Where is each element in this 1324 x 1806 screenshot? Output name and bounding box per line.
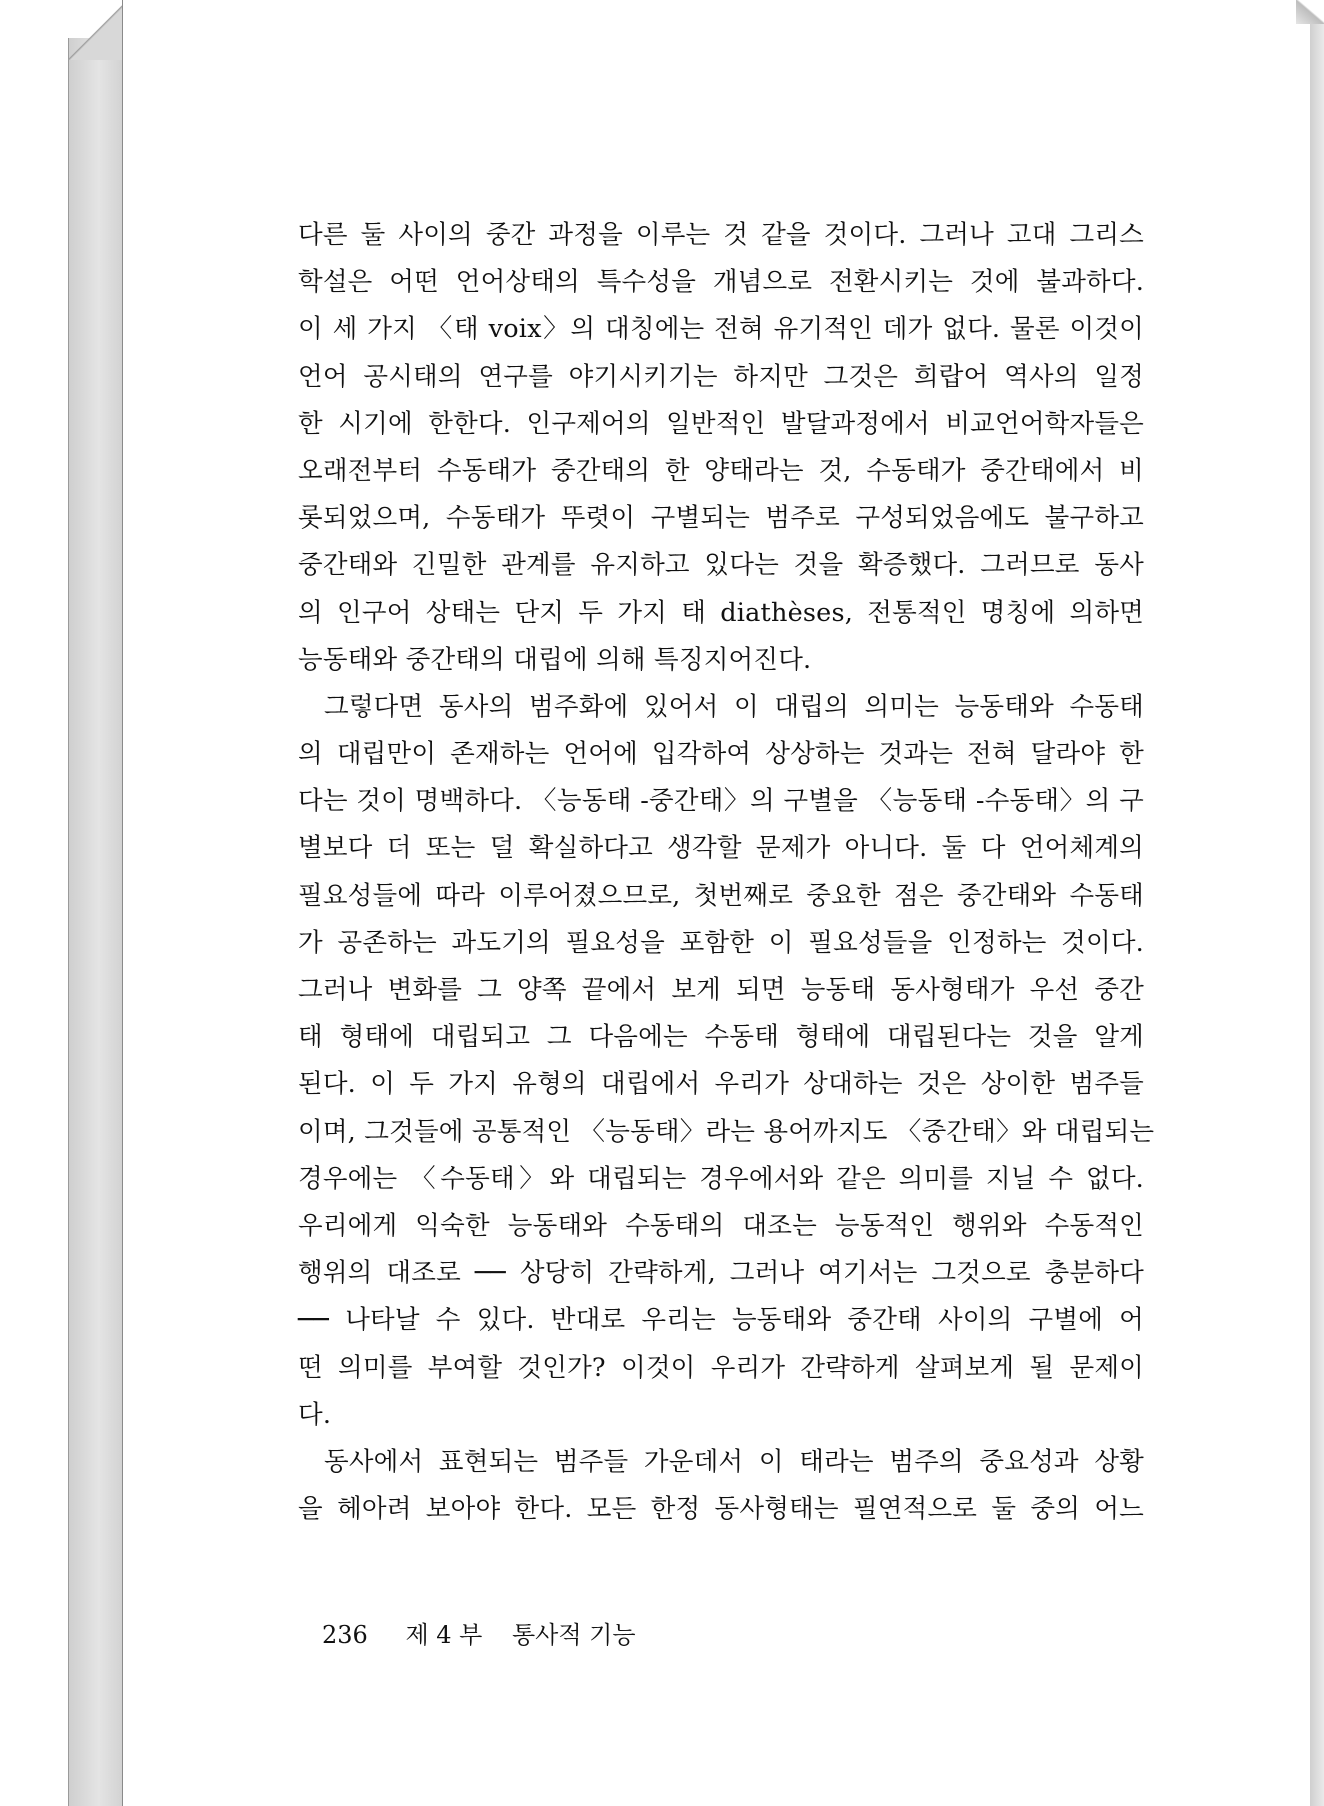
text-line: 을 헤아려 보아야 한다. 모든 한정 동사형태는 필연적으로 둘 중의 어느 bbox=[298, 1494, 1144, 1525]
text-line: 다는 것이 명백하다. 〈능동태 -중간태〉의 구별을 〈능동태 -수동태〉의 구 bbox=[298, 786, 1144, 817]
text-line: 그렇다면 동사의 범주화에 있어서 이 대립의 의미는 능동태와 수동태 bbox=[324, 691, 1144, 722]
text-line: 그러나 변화를 그 양쪽 끝에서 보게 되면 능동태 동사형태가 우선 중간 bbox=[298, 975, 1144, 1005]
text-line: 우리에게 익숙한 능동태와 수동태의 대조는 능동적인 행위와 수동적인 bbox=[298, 1210, 1144, 1241]
text-line: 의 대립만이 존재하는 언어에 입각하여 상상하는 것과는 전혀 달라야 한 bbox=[298, 739, 1144, 770]
text-line: 이며, 그것들에 공통적인 〈능동태〉라는 용어까지도 〈중간태〉와 대립되는 bbox=[298, 1116, 1155, 1147]
text-line: 다. bbox=[298, 1399, 332, 1430]
text-line: 학설은 어떤 언어상태의 특수성을 개념으로 전환시키는 것에 불과하다. bbox=[298, 267, 1144, 298]
text-line: 오래전부터 수동태가 중간태의 한 양태라는 것, 수동태가 중간태에서 비 bbox=[298, 455, 1144, 486]
part-label: 제 4 부 bbox=[405, 1621, 483, 1649]
paragraph-2 bbox=[298, 684, 1155, 1439]
body-text bbox=[298, 212, 1155, 1533]
text-line: ── 나타날 수 있다. 반대로 우리는 능동태와 중간태 사이의 구별에 어 bbox=[298, 1305, 1144, 1336]
text-line: 언어 공시태의 연구를 야기시키기는 하지만 그것은 희랍어 역사의 일정 bbox=[298, 361, 1144, 392]
text-line: 한 시기에 한한다. 인구제어의 일반적인 발달과정에서 비교언어학자들은 bbox=[298, 408, 1144, 439]
paragraph-1 bbox=[298, 212, 1144, 684]
text-line: 이 세 가지 〈태 voix〉의 대칭에는 전혀 유기적인 데가 없다. 물론 이것이 bbox=[298, 314, 1144, 345]
text-line: 행위의 대조로 ── 상당히 간략하게, 그러나 여기서는 그것으로 충분하다 bbox=[298, 1258, 1144, 1289]
text-line: 가 공존하는 과도기의 필요성을 포함한 이 필요성들을 인정하는 것이다. bbox=[298, 927, 1144, 958]
page-corner-fold bbox=[1296, 0, 1324, 24]
page-right-edge bbox=[1310, 10, 1324, 1806]
text-line: 동사에서 표현되는 범주들 가운데서 이 태라는 범주의 중요성과 상황 bbox=[324, 1446, 1144, 1477]
text-line: 경우에는 〈수동태〉와 대립되는 경우에서와 같은 의미를 지닐 수 없다. bbox=[298, 1163, 1144, 1194]
text-line: 필요성들에 따라 이루어졌으므로, 첫번째로 중요한 점은 중간태와 수동태 bbox=[298, 880, 1144, 911]
section-title: 통사적 기능 bbox=[512, 1621, 636, 1649]
text-line: 롯되었으며, 수동태가 뚜렷이 구별되는 범주로 구성되었음에도 불구하고 bbox=[298, 503, 1144, 534]
text-line: 의 인구어 상태는 단지 두 가지 태 diathèses, 전통적인 명칭에 의하면 bbox=[298, 597, 1144, 628]
text-line: 다른 둘 사이의 중간 과정을 이루는 것 같을 것이다. 그러나 고대 그리스 bbox=[298, 220, 1144, 250]
book-spine-edge bbox=[68, 38, 123, 1806]
text-line: 된다. 이 두 가지 유형의 대립에서 우리가 상대하는 것은 상이한 범주들 bbox=[298, 1069, 1144, 1100]
text-line: 중간태와 긴밀한 관계를 유지하고 있다는 것을 확증했다. 그러므로 동사 bbox=[298, 550, 1144, 581]
page-footer bbox=[322, 1615, 666, 1650]
text-line: 떤 의미를 부여할 것인가? 이것이 우리가 간략하게 살펴보게 될 문제이 bbox=[298, 1352, 1144, 1383]
text-line: 별보다 더 또는 덜 확실하다고 생각할 문제가 아니다. 둘 다 언어체계의 bbox=[298, 833, 1144, 864]
text-line: 태 형태에 대립되고 그 다음에는 수동태 형태에 대립된다는 것을 알게 bbox=[298, 1022, 1144, 1053]
book-spine-corner bbox=[68, 0, 128, 60]
page-number: 236 bbox=[322, 1621, 368, 1649]
text-line: 능동태와 중간태의 대립에 의해 특징지어진다. bbox=[298, 644, 812, 675]
paragraph-3 bbox=[298, 1439, 1144, 1533]
